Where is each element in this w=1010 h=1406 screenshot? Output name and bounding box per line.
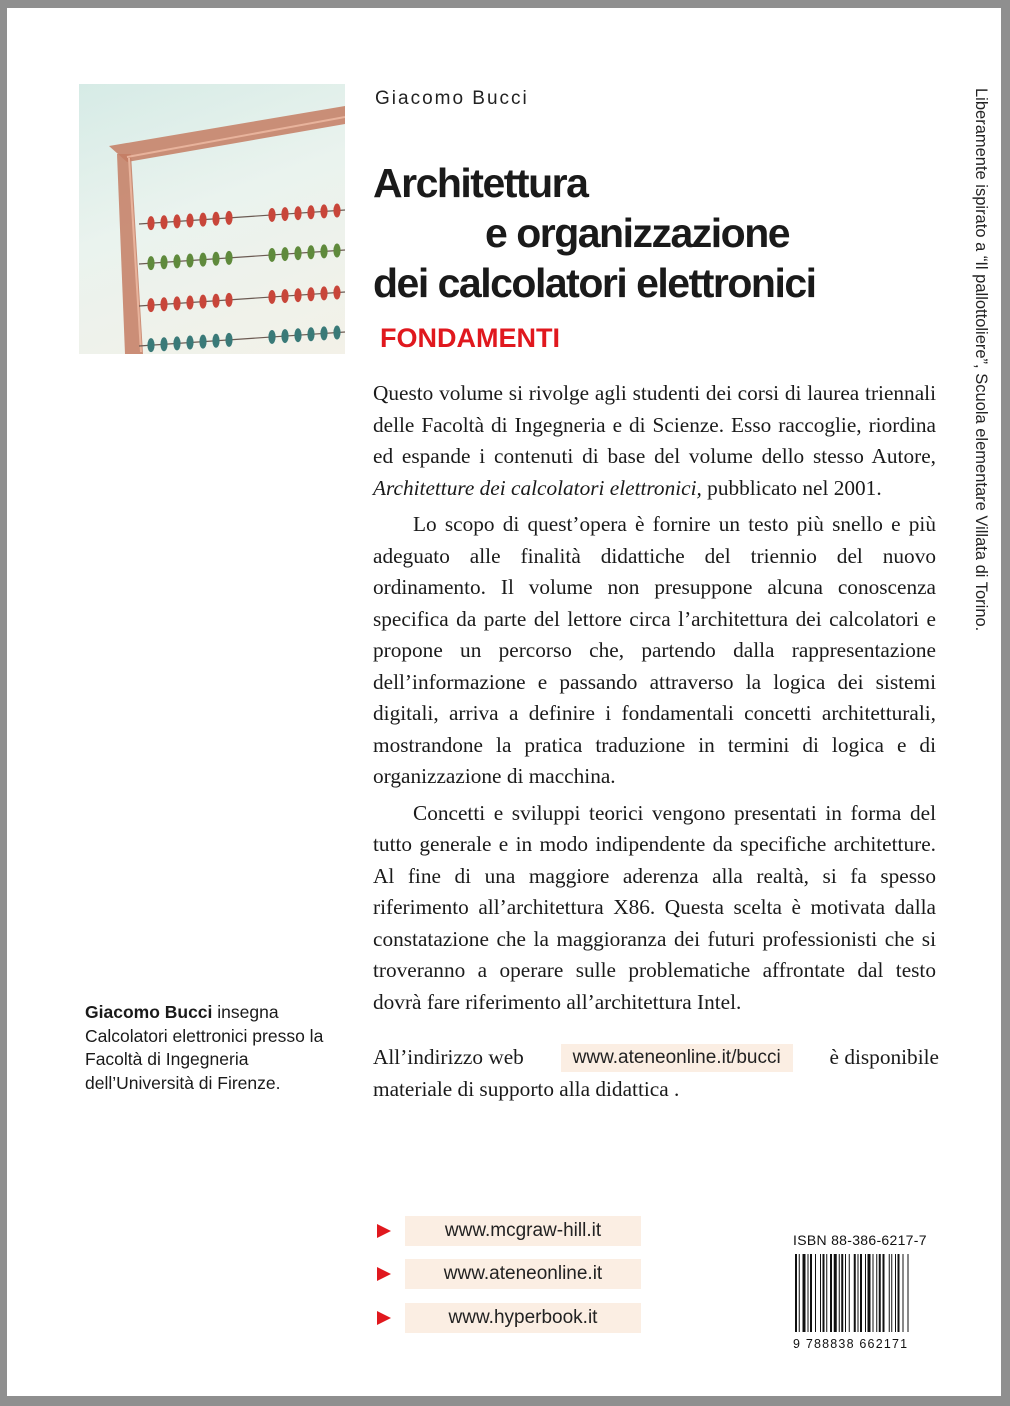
back-cover xyxy=(7,8,1001,1396)
author-name: Giacomo Bucci xyxy=(375,88,529,109)
book-title xyxy=(373,158,816,308)
barcode-number: 9 788838 662171 xyxy=(793,1337,909,1351)
description xyxy=(373,378,936,1023)
web-support-note xyxy=(373,1042,939,1105)
support-url-link[interactable]: www.ateneonline.it/bucci xyxy=(561,1044,793,1072)
arrow-right-icon xyxy=(377,1224,391,1238)
paragraph-2: Lo scopo di quest’opera è fornire un testo più snello e più adeguato alle finalità didattiche del triennio del nuovo ordinamento. Il volume non presuppone alcuna conoscenza specifica da parte del lettore circa l’architettura dei calcolatori e propone un percorso che, partendo dalla rappresentazione dell’informazione e passando attraverso la logica dei sistemi digitali, arriva a definire i fondamentali concetti architetturali, mostrandone la pratica traduzione in termini di logica e di organizzazione di macchina. xyxy=(373,512,936,788)
arrow-right-icon xyxy=(377,1311,391,1325)
arrow-right-icon xyxy=(377,1267,391,1281)
title-line-2: e organizzazione xyxy=(485,210,790,256)
link-row-ateneonline[interactable] xyxy=(377,1259,641,1289)
web-text-after: è disponibile xyxy=(829,1045,939,1069)
bio-text: insegna Calcolatori elettronici presso la Facoltà di Ingegneria dell’Università di Firenze. xyxy=(85,1002,324,1094)
referenced-book-title: Architetture dei calcolatori elettronici, xyxy=(373,475,702,500)
link-ateneonline[interactable]: www.ateneonline.it xyxy=(405,1259,641,1289)
link-hyperbook[interactable]: www.hyperbook.it xyxy=(405,1303,641,1333)
bio-author-name: Giacomo Bucci xyxy=(85,1002,213,1022)
barcode-block xyxy=(793,1232,941,1351)
link-row-mcgraw[interactable] xyxy=(377,1216,641,1246)
p1-text: Questo volume si rivolge agli studenti dei corsi di laurea triennali delle Facoltà di Ingegneria e di Scienze. Esso raccoglie, riordina ed espande i contenuti di base del volume dello stesso Autore, xyxy=(373,381,936,468)
illustration-credit: Liberamente ispirato a “Il pallottoliere”, Scuola elementare Villata di Torino. xyxy=(972,88,990,632)
barcode xyxy=(793,1254,941,1334)
link-mcgraw-hill[interactable]: www.mcgraw-hill.it xyxy=(405,1216,641,1246)
author-bio xyxy=(85,1001,345,1096)
paragraph-3: Concetti e sviluppi teorici vengono presentati in forma del tutto generale e in modo indipendente da specifiche architetture. Al fine di una maggiore aderenza alla realtà, si fa spesso riferimento all’architettura X86. Questa scelta è motivata dalla constatazione che la maggioranza dei futuri professionisti che si troveranno a operare sulle problematiche affrontate dal testo dovrà fare riferimento all’architettura Intel. xyxy=(373,800,936,1014)
isbn: ISBN 88-386-6217-7 xyxy=(793,1232,927,1248)
abacus-illustration xyxy=(79,84,345,354)
title-line-3: dei calcolatori elettronici xyxy=(373,260,816,306)
subtitle: FONDAMENTI xyxy=(380,323,560,353)
p1-text-end: pubblicato nel 2001. xyxy=(701,475,882,500)
web-text-before: All’indirizzo web xyxy=(373,1045,524,1069)
paragraph-1 xyxy=(373,378,936,504)
title-line-1: Architettura xyxy=(373,160,588,206)
link-row-hyperbook[interactable] xyxy=(377,1303,641,1333)
web-text-line2: materiale di supporto alla didattica . xyxy=(373,1076,680,1101)
